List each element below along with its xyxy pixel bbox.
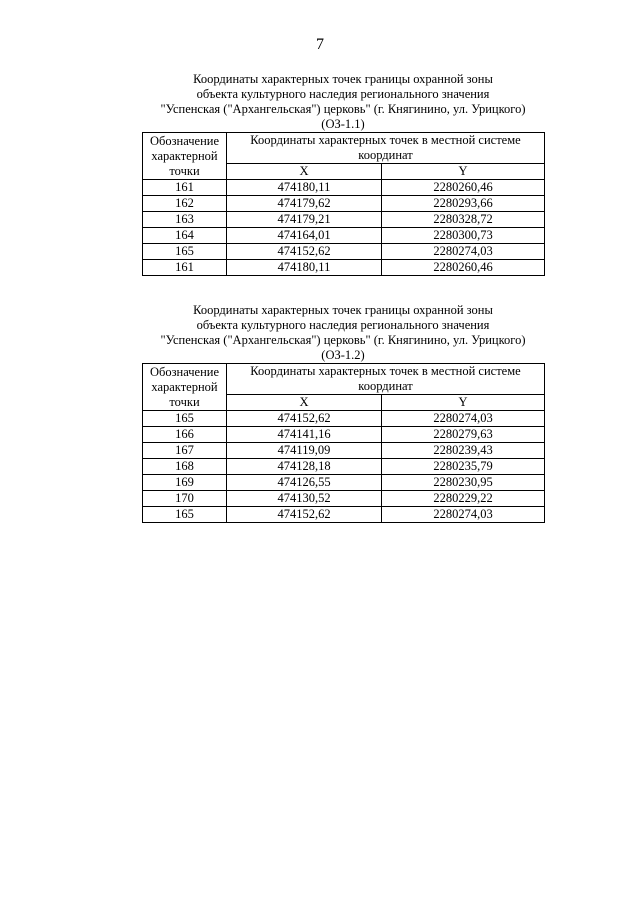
x-value-cell: 474180,11 xyxy=(227,260,382,276)
x-value-cell: 474152,62 xyxy=(227,244,382,260)
table-row xyxy=(143,260,545,276)
caption-line: "Успенская ("Архангельская") церковь" (г. Княгинино, ул. Урицкого) xyxy=(160,102,526,116)
y-value-cell: 2280230,95 xyxy=(382,475,545,491)
table-row xyxy=(143,180,545,196)
coordinates-table xyxy=(142,132,545,276)
point-id-cell: 168 xyxy=(143,459,227,475)
point-id-cell: 167 xyxy=(143,443,227,459)
y-value-cell: 2280279,63 xyxy=(382,427,545,443)
y-value-cell: 2280300,73 xyxy=(382,228,545,244)
table-row xyxy=(143,507,545,523)
table-row xyxy=(143,228,545,244)
y-value-cell: 2280293,66 xyxy=(382,196,545,212)
y-value-cell: 2280260,46 xyxy=(382,260,545,276)
y-value-cell: 2280229,22 xyxy=(382,491,545,507)
table-row xyxy=(143,212,545,228)
y-value-cell: 2280260,46 xyxy=(382,180,545,196)
y-value-cell: 2280274,03 xyxy=(382,507,545,523)
header-point-designation: Обозначение характерной точки xyxy=(143,133,227,180)
y-value-cell: 2280235,79 xyxy=(382,459,545,475)
caption-line: Координаты характерных точек границы охранной зоны xyxy=(193,72,493,86)
header-x: X xyxy=(227,395,382,411)
point-id-cell: 169 xyxy=(143,475,227,491)
table-row xyxy=(143,196,545,212)
point-id-cell: 164 xyxy=(143,228,227,244)
x-value-cell: 474179,21 xyxy=(227,212,382,228)
page-number: 7 xyxy=(316,36,324,53)
table-row xyxy=(143,411,545,427)
caption-line: (ОЗ-1.1) xyxy=(321,117,365,131)
header-coordinate-system: Координаты характерных точек в местной системе координат xyxy=(227,133,545,164)
header-coordinate-system: Координаты характерных точек в местной системе координат xyxy=(227,364,545,395)
table-caption xyxy=(142,72,544,132)
coordinates-section-oz-1-2 xyxy=(142,303,544,523)
point-id-cell: 163 xyxy=(143,212,227,228)
y-value-cell: 2280274,03 xyxy=(382,244,545,260)
point-id-cell: 165 xyxy=(143,507,227,523)
point-id-cell: 161 xyxy=(143,260,227,276)
point-id-cell: 165 xyxy=(143,411,227,427)
caption-line: Координаты характерных точек границы охранной зоны xyxy=(193,303,493,317)
x-value-cell: 474164,01 xyxy=(227,228,382,244)
y-value-cell: 2280274,03 xyxy=(382,411,545,427)
x-value-cell: 474179,62 xyxy=(227,196,382,212)
table-row xyxy=(143,427,545,443)
x-value-cell: 474128,18 xyxy=(227,459,382,475)
coordinates-table xyxy=(142,363,545,523)
table-row xyxy=(143,491,545,507)
coordinates-section-oz-1-1 xyxy=(142,72,544,276)
x-value-cell: 474152,62 xyxy=(227,411,382,427)
y-value-cell: 2280239,43 xyxy=(382,443,545,459)
caption-line: "Успенская ("Архангельская") церковь" (г. Княгинино, ул. Урицкого) xyxy=(160,333,526,347)
header-y: Y xyxy=(382,395,545,411)
point-id-cell: 161 xyxy=(143,180,227,196)
point-id-cell: 165 xyxy=(143,244,227,260)
x-value-cell: 474180,11 xyxy=(227,180,382,196)
table-row xyxy=(143,443,545,459)
header-x: X xyxy=(227,164,382,180)
x-value-cell: 474130,52 xyxy=(227,491,382,507)
header-point-designation: Обозначение характерной точки xyxy=(143,364,227,411)
x-value-cell: 474152,62 xyxy=(227,507,382,523)
table-row xyxy=(143,475,545,491)
caption-line: объекта культурного наследия регионального значения xyxy=(196,318,490,332)
header-y: Y xyxy=(382,164,545,180)
table-row xyxy=(143,459,545,475)
x-value-cell: 474119,09 xyxy=(227,443,382,459)
table-row xyxy=(143,244,545,260)
x-value-cell: 474126,55 xyxy=(227,475,382,491)
caption-line: (ОЗ-1.2) xyxy=(321,348,365,362)
point-id-cell: 170 xyxy=(143,491,227,507)
point-id-cell: 166 xyxy=(143,427,227,443)
caption-line: объекта культурного наследия регионального значения xyxy=(196,87,490,101)
y-value-cell: 2280328,72 xyxy=(382,212,545,228)
table-caption xyxy=(142,303,544,363)
x-value-cell: 474141,16 xyxy=(227,427,382,443)
point-id-cell: 162 xyxy=(143,196,227,212)
